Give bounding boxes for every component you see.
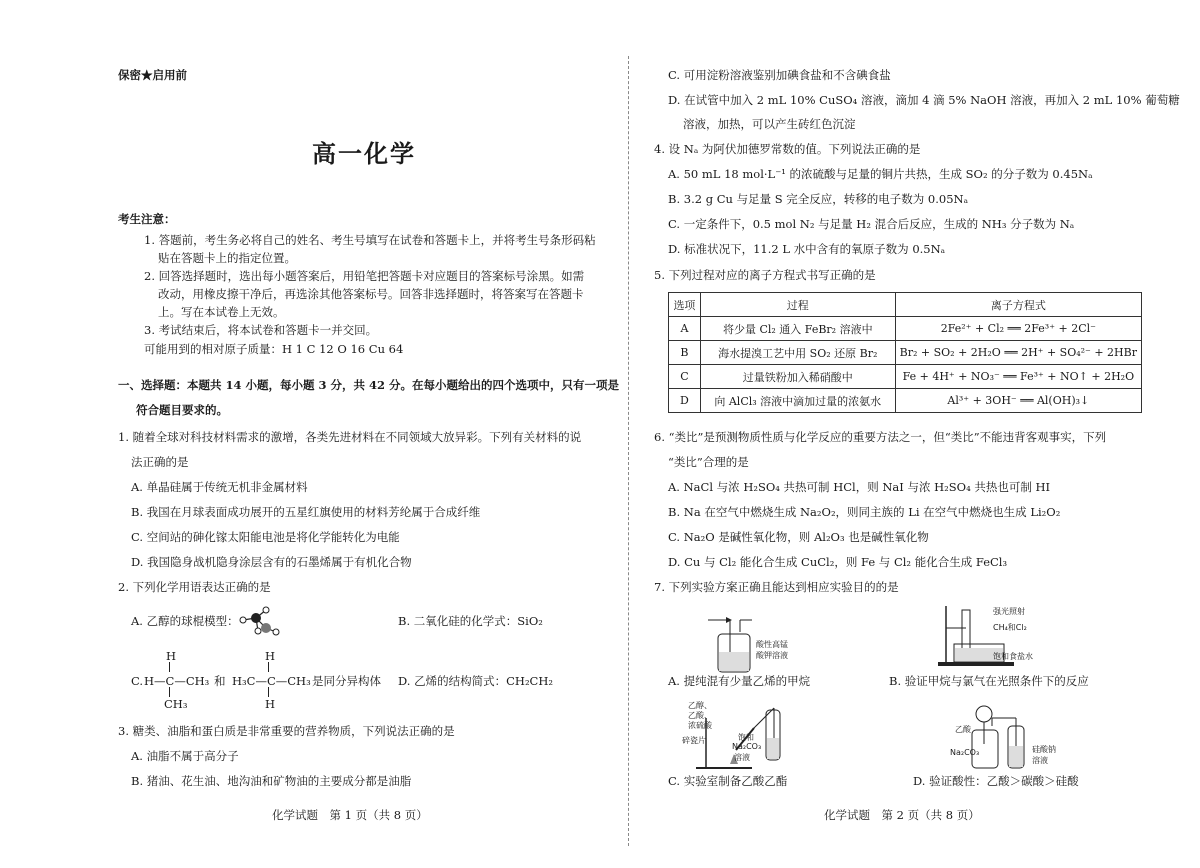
page-title: 高一化学 (312, 140, 416, 168)
table-header: 选项 (669, 293, 701, 317)
table-cell: C (669, 365, 701, 389)
table-cell: 向 AlCl₃ 溶液中滴加过量的浓氨水 (700, 389, 895, 413)
q4-option-a: A. 50 mL 18 mol·L⁻¹ 的浓硫酸与足量的铜片共热，生成 SO₂ 的分子数为 0.45Nₐ (668, 167, 1093, 181)
fig-a-label-1: 酸性高锰 (756, 640, 788, 649)
fig-d-caption: D. 验证酸性：乙酸＞碳酸＞硅酸 (913, 774, 1079, 788)
fig-a-label-2: 酸钾溶液 (756, 651, 788, 660)
table-header: 离子方程式 (895, 293, 1141, 317)
section1-heading: 一、选择题：本题共 14 小题，每小题 3 分，共 42 分。在每小题给出的四个选项中，只有一项是 (118, 378, 620, 392)
table-cell: B (669, 341, 701, 365)
q6-option-d: D. Cu 与 Cl₂ 能化合生成 CuCl₂，则 Fe 与 Cl₂ 能化合生成 FeCl₃ (668, 555, 1008, 569)
q3-option-a: A. 油脂不属于高分子 (131, 749, 239, 763)
fig-b-label-1: 强光照射 (993, 607, 1025, 616)
notice-item-1b: 贴在答题卡上的指定位置。 (158, 251, 296, 265)
fig-c-label-6: Na₂CO₃ (732, 742, 762, 751)
struct2-row: H₃C—C—CH₃ (232, 674, 311, 688)
fig-d-label-3: 硅酸钠 (1032, 745, 1056, 754)
q3-option-b: B. 猪油、花生油、地沟油和矿物油的主要成分都是油脂 (131, 774, 412, 788)
q1-option-b: B. 我国在月球表面成功展开的五星红旗使用的材料芳纶属于合成纤维 (131, 505, 481, 519)
table-cell: 2Fe²⁺ + Cl₂ ══ 2Fe³⁺ + 2Cl⁻ (895, 317, 1141, 341)
confidential-label: 保密★启用前 (118, 68, 187, 82)
fig-c-label-1: 乙醇、 (688, 701, 712, 710)
q6-option-c: C. Na₂O 是碱性氧化物，则 Al₂O₃ 也是碱性氧化物 (668, 530, 929, 544)
q1-option-d: D. 我国隐身战机隐身涂层含有的石墨烯属于有机化合物 (131, 555, 412, 569)
q6-stem: 6. “类比”是预测物质性质与化学反应的重要方法之一，但“类比”不能违背客观事实，下列 (654, 430, 1107, 444)
notice-heading: 考生注意： (118, 212, 176, 226)
fig-d-label-1: 乙酸 (955, 725, 971, 734)
q6-option-a: A. NaCl 与浓 H₂SO₄ 共热可制 HCl，则 NaI 与浓 H₂SO₄ 共热也可制 HI (668, 480, 1051, 494)
q6-option-b: B. Na 在空气中燃烧生成 Na₂O₂，则同主族的 Li 在空气中燃烧也生成 Li₂O₂ (668, 505, 1061, 519)
table-cell: D (669, 389, 701, 413)
struct2-bond-top (268, 662, 269, 672)
fig-c-label-3: 浓硫酸 (688, 721, 712, 730)
footer-left: 化学试题 第 1 页（共 8 页） (272, 808, 428, 822)
struct1-bond-bottom (169, 687, 170, 697)
fig-d-label-2: Na₂CO₃ (950, 748, 980, 757)
table-row (669, 389, 1142, 413)
q4-option-b: B. 3.2 g Cu 与足量 S 完全反应，转移的电子数为 0.05Nₐ (668, 192, 969, 206)
table-cell: Al³⁺ + 3OH⁻ ══ Al(OH)₃↓ (895, 389, 1141, 413)
table-cell: Fe + 4H⁺ + NO₃⁻ ══ Fe³⁺ + NO↑ + 2H₂O (895, 365, 1141, 389)
q1-stem: 1. 随着全球对科技材料需求的激增，各类先进材料在不同领域大放异彩。下列有关材料的说 (118, 430, 582, 444)
struct1-h-top: H (166, 649, 177, 663)
fig-c-label-4: 碎瓷片 (682, 736, 706, 745)
q2-and: 和 (214, 674, 226, 688)
q2-option-c-prefix: C. (131, 674, 144, 688)
ion-equation-table (668, 292, 1142, 413)
notice-item-1: 1. 答题前，考生务必将自己的姓名、考生号填写在试卷和答题卡上，并将考生号条形码粘 (144, 233, 596, 247)
fig-c-caption: C. 实验室制备乙酸乙酯 (668, 774, 788, 788)
struct1-bond-top (169, 662, 170, 672)
q4-option-c: C. 一定条件下，0.5 mol N₂ 与足量 H₂ 混合后反应，生成的 NH₃ 分子数为 Nₐ (668, 217, 1075, 231)
footer-right: 化学试题 第 2 页（共 8 页） (824, 808, 980, 822)
atomic-mass-line: 可能用到的相对原子质量：H 1 C 12 O 16 Cu 64 (144, 342, 404, 356)
table-cell: Br₂ + SO₂ + 2H₂O ══ 2H⁺ + SO₄²⁻ + 2HBr (895, 341, 1141, 365)
q5-stem: 5. 下列过程对应的离子方程式书写正确的是 (654, 268, 876, 282)
q3-option-c: C. 可用淀粉溶液鉴别加碘食盐和不含碘食盐 (668, 68, 891, 82)
fig-b-label-2: CH₄和Cl₂ (993, 623, 1027, 632)
fig-a-caption: A. 提纯混有少量乙烯的甲烷 (668, 674, 811, 688)
q3-stem: 3. 糖类、油脂和蛋白质是非常重要的营养物质，下列说法正确的是 (118, 724, 455, 738)
q1-option-a: A. 单晶硅属于传统无机非金属材料 (131, 480, 308, 494)
q2-option-a: A. 乙醇的球棍模型： (131, 614, 239, 628)
q1-option-c: C. 空间站的砷化镓太阳能电池是将化学能转化为电能 (131, 530, 400, 544)
section1-heading-2: 符合题目要求的。 (136, 403, 228, 417)
fig-c-label-5: 饱和 (738, 733, 754, 742)
q6-stem-2: “类比”合理的是 (668, 455, 749, 469)
fig-c-label-2: 乙酸、 (688, 711, 712, 720)
table-cell: A (669, 317, 701, 341)
q3-option-d-2: 溶液，加热，可以产生砖红色沉淀 (683, 117, 856, 131)
q4-option-d: D. 标准状况下，11.2 L 水中含有的氧原子数为 0.5Nₐ (668, 242, 946, 256)
q2-stem: 2. 下列化学用语表达正确的是 (118, 580, 271, 594)
struct1-row: H—C—CH₃ (144, 674, 210, 688)
struct2-bond-bottom (268, 687, 269, 697)
table-cell: 过量铁粉加入稀硝酸中 (700, 365, 895, 389)
table-cell: 海水提溴工艺中用 SO₂ 还原 Br₂ (700, 341, 895, 365)
q2-option-d: D. 乙烯的结构简式：CH₂CH₂ (398, 674, 553, 688)
notice-item-2: 2. 回答选择题时，选出每小题答案后，用铅笔把答题卡对应题目的答案标号涂黑。如需 (144, 269, 585, 283)
q3-option-d: D. 在试管中加入 2 mL 10% CuSO₄ 溶液，滴加 4 滴 5% NaOH 溶液，再加入 2 mL 10% 葡萄糖 (668, 93, 1180, 107)
struct2-bottom: H (265, 697, 276, 711)
q4-stem: 4. 设 Nₐ 为阿伏加德罗常数的值。下列说法正确的是 (654, 142, 921, 156)
notice-item-2b: 改动，用橡皮擦干净后，再选涂其他答案标号。回答非选择题时，将答案写在答题卡 (158, 287, 584, 301)
table-header-row (669, 293, 1142, 317)
notice-item-3: 3. 考试结束后，将本试卷和答题卡一并交回。 (144, 323, 378, 337)
fig-b-label-3: 饱和食盐水 (993, 652, 1033, 661)
notice-item-2c: 上。写在本试卷上无效。 (158, 305, 285, 319)
q2-option-c-suffix: 是同分异构体 (312, 674, 381, 688)
table-cell: 将少量 Cl₂ 通入 FeBr₂ 溶液中 (700, 317, 895, 341)
table-row (669, 341, 1142, 365)
fig-b-caption: B. 验证甲烷与氯气在光照条件下的反应 (889, 674, 1089, 688)
q2-option-b: B. 二氧化硅的化学式：SiO₂ (398, 614, 543, 628)
struct2-h-top: H (265, 649, 276, 663)
struct1-bottom: CH₃ (164, 697, 188, 711)
q1-stem-2: 法正确的是 (131, 455, 189, 469)
fig-d-label-4: 溶液 (1032, 756, 1048, 765)
table-row (669, 317, 1142, 341)
table-row (669, 365, 1142, 389)
fig-c-label-7: 溶液 (734, 753, 750, 762)
q7-stem: 7. 下列实验方案正确且能达到相应实验目的的是 (654, 580, 899, 594)
ethanol-ball-stick-icon (236, 604, 284, 636)
table-header: 过程 (700, 293, 895, 317)
